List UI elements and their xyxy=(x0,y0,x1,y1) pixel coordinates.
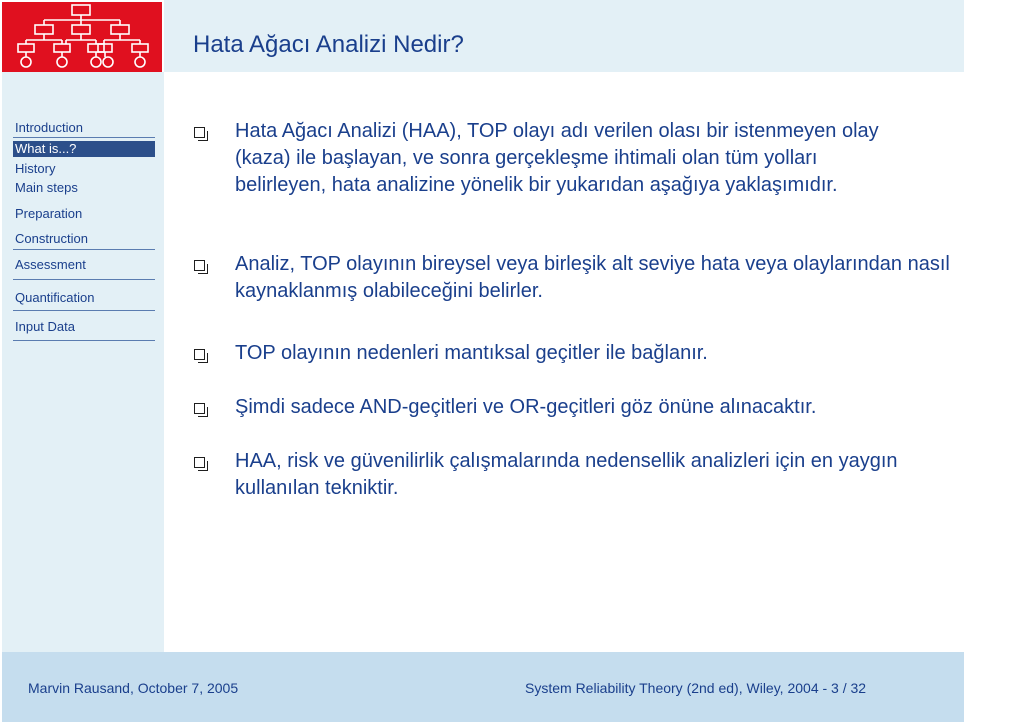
bullet-checkbox-icon xyxy=(194,403,205,414)
nav-divider xyxy=(13,310,155,311)
sidebar-item-input-data[interactable]: Input Data xyxy=(15,319,75,334)
bullet-text: HAA, risk ve güvenilirlik çalışmalarında nedensellik analizleri için en yaygın kullanılan tekniktir. xyxy=(235,450,898,499)
bullet-text: Şimdi sadece AND-geçitleri ve OR-geçitleri göz önüne alınacaktır. xyxy=(235,396,817,418)
sidebar-item-construction[interactable]: Construction xyxy=(15,231,88,246)
footer-author-date: Marvin Rausand, October 7, 2005 xyxy=(28,680,239,696)
bullet-checkbox-icon xyxy=(194,457,205,468)
sidebar-item-introduction[interactable]: Introduction xyxy=(15,120,83,135)
sidebar-item-assessment[interactable]: Assessment xyxy=(15,257,86,272)
nav-divider xyxy=(13,340,155,341)
bullet-text: Analiz, TOP olayının bireysel veya birleşik alt seviye hata veya olaylarından nasıl kaynaklanmış olabileceğini belirler. xyxy=(235,253,950,302)
bullet-checkbox-icon xyxy=(194,349,205,360)
sidebar-item-preparation[interactable]: Preparation xyxy=(15,206,83,221)
bullet-item xyxy=(190,340,990,367)
bullet-checkbox-icon xyxy=(194,127,205,138)
bullet-item xyxy=(190,394,1010,421)
sidebar xyxy=(2,72,164,652)
bullet-item xyxy=(190,251,950,305)
footer xyxy=(2,652,964,722)
bullet-checkbox-icon xyxy=(194,260,205,271)
nav-divider xyxy=(13,249,155,250)
sidebar-item-main-steps[interactable]: Main steps xyxy=(15,180,78,195)
sidebar-item-quantification[interactable]: Quantification xyxy=(15,290,95,305)
fault-tree-icon xyxy=(2,2,162,72)
bullet-text: TOP olayının nedenleri mantıksal geçitler ile bağlanır. xyxy=(235,342,708,364)
footer-reference-page: System Reliability Theory (2nd ed), Wiley, 2004 - 3 / 32 xyxy=(525,680,867,696)
nav-divider xyxy=(13,279,155,280)
nav-divider xyxy=(13,137,155,138)
bullet-item xyxy=(190,448,935,502)
bullet-text: Hata Ağacı Analizi (HAA), TOP olayı adı verilen olası bir istenmeyen olay (kaza) ile başlayan, ve sonra gerçekleşme ihtimali olan tüm yolları belirleyen, hata analizine yönelik bir yukarıdan aşağıya yaklaşımıdır. xyxy=(235,120,879,196)
bullet-item xyxy=(190,118,910,199)
sidebar-item-history[interactable]: History xyxy=(15,161,56,176)
slide-title: Hata Ağacı Analizi Nedir? xyxy=(193,31,464,58)
fault-tree-logo xyxy=(2,2,162,72)
sidebar-item-what-is[interactable]: What is...? xyxy=(13,141,155,157)
